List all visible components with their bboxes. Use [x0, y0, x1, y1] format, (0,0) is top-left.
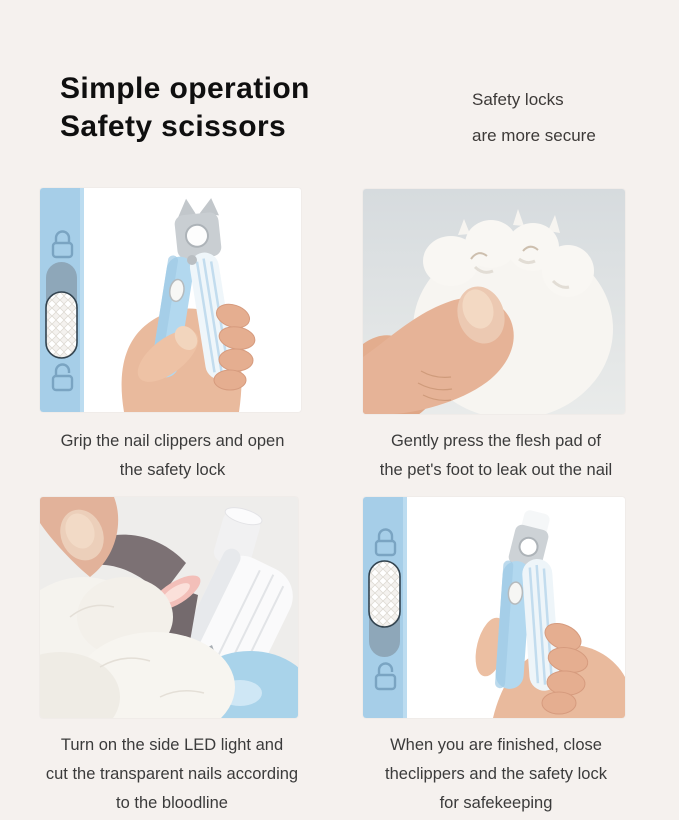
slider-button-down [46, 292, 77, 358]
page-title-line-2: Safety scissors [60, 110, 287, 143]
step-4-photo [363, 497, 625, 718]
step-3-caption [22, 731, 322, 818]
step-4-caption [350, 731, 642, 818]
page-subtitle-line-2: are more secure [472, 126, 596, 145]
page-title [60, 70, 310, 146]
step-3-caption-line-1: Turn on the side LED light and [60, 736, 284, 754]
page-subtitle-line-1: Safety locks [472, 90, 564, 109]
step-3-illustration [40, 497, 298, 718]
slider-button-up [369, 561, 400, 627]
step-3-caption-line-2: cut the transparent nails according [45, 765, 299, 783]
step-2-caption-line-2: the pet's foot to leak out the nail [379, 461, 613, 479]
step-3-caption-line-3: to the bloodline [116, 794, 228, 812]
step-2-illustration [363, 189, 625, 414]
step-1-illustration [40, 188, 301, 412]
step-4-caption-line-2: theclippers and the safety lock [385, 765, 607, 783]
step-1-caption-line-2: the safety lock [119, 461, 226, 479]
step-2-photo [363, 189, 625, 414]
page-subtitle [472, 82, 596, 154]
safety-lock-panel [40, 188, 84, 412]
step-1-photo [40, 188, 301, 412]
page-title-line-1: Simple operation [60, 72, 310, 105]
step-2-caption-line-1: Gently press the flesh pad of [390, 432, 602, 450]
step-1-caption [25, 427, 320, 485]
step-4-illustration [363, 497, 625, 718]
step-2-caption [350, 427, 642, 485]
step-1-caption-line-1: Grip the nail clippers and open [60, 432, 285, 450]
step-4-caption-line-3: for safekeeping [439, 794, 553, 812]
step-3-photo [40, 497, 298, 718]
step-4-caption-line-1: When you are finished, close [390, 736, 602, 754]
safety-lock-panel [363, 497, 407, 718]
